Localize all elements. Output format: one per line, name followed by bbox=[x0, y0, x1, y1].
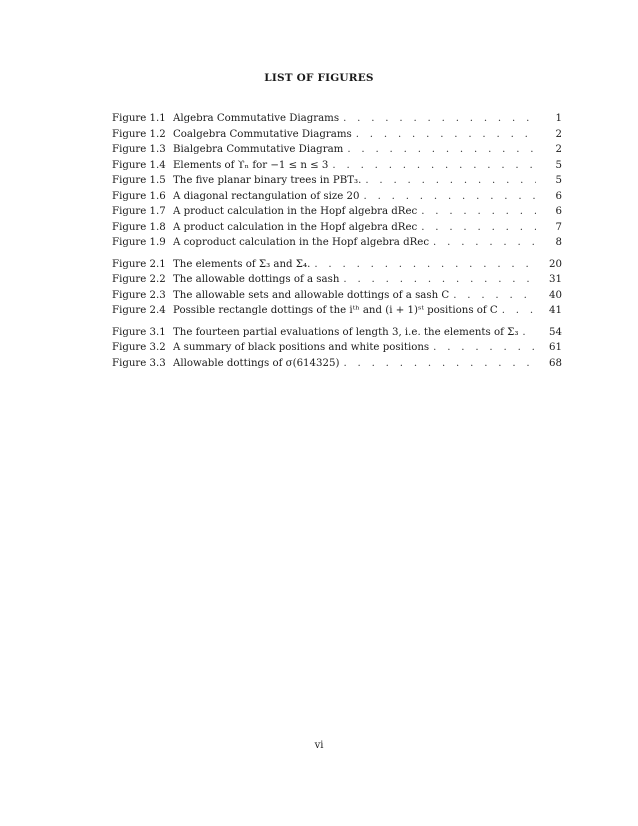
figure-caption: A product calculation in the Hopf algebra dRec bbox=[173, 221, 418, 233]
figure-entry[interactable] bbox=[112, 175, 562, 191]
figure-number: Figure 1.1 bbox=[112, 113, 166, 124]
figure-number: Figure 2.1 bbox=[112, 258, 166, 270]
dot-leader bbox=[365, 175, 536, 186]
figure-caption: Possible rectangle dottings of the iᵗʰ and (i + 1)ˢᵗ positions of C bbox=[173, 305, 498, 316]
figure-entry[interactable] bbox=[112, 222, 562, 238]
figure-caption: A diagonal rectangulation of size 20 bbox=[173, 190, 360, 202]
dot-leader bbox=[364, 191, 537, 202]
figure-number: Figure 2.4 bbox=[112, 305, 166, 316]
figure-page: 6 bbox=[555, 206, 562, 217]
figure-entry[interactable] bbox=[112, 206, 562, 222]
figure-caption: The allowable sets and allowable dottings of a sash C bbox=[173, 289, 450, 301]
page-title: LIST OF FIGURES bbox=[264, 72, 374, 84]
figure-caption: The elements of Σ₃ and Σ₄. bbox=[173, 258, 311, 270]
figure-entry[interactable] bbox=[112, 290, 562, 306]
figure-group-chapter-3 bbox=[112, 327, 562, 374]
dot-leader bbox=[433, 237, 536, 248]
figure-page: 1 bbox=[555, 113, 562, 124]
figure-caption: Bialgebra Commutative Diagram bbox=[173, 144, 344, 155]
figure-number: Figure 2.2 bbox=[112, 274, 166, 285]
figure-entry[interactable] bbox=[112, 191, 562, 207]
dot-leader bbox=[343, 358, 536, 369]
figure-page: 7 bbox=[555, 221, 562, 233]
figure-page: 31 bbox=[549, 274, 562, 285]
figure-caption: Algebra Commutative Diagrams bbox=[173, 113, 340, 124]
figure-page: 5 bbox=[555, 159, 562, 171]
dot-leader bbox=[332, 160, 536, 171]
list-of-figures bbox=[112, 113, 562, 379]
figure-page: 20 bbox=[549, 258, 562, 270]
figure-group-chapter-2 bbox=[112, 259, 562, 321]
figure-entry[interactable] bbox=[112, 259, 562, 275]
figure-page: 6 bbox=[555, 190, 562, 202]
dot-leader bbox=[502, 305, 536, 316]
figure-number: Figure 1.6 bbox=[112, 190, 166, 202]
dot-leader bbox=[433, 342, 536, 353]
figure-entry[interactable] bbox=[112, 160, 562, 176]
dot-leader bbox=[343, 113, 536, 124]
figure-number: Figure 1.3 bbox=[112, 144, 166, 155]
figure-caption: The fourteen partial evaluations of length 3, i.e. the elements of Σ₃ bbox=[173, 326, 519, 338]
figure-entry[interactable] bbox=[112, 113, 562, 129]
figure-page: 5 bbox=[555, 175, 562, 186]
figure-number: Figure 3.3 bbox=[112, 357, 166, 369]
dot-leader bbox=[343, 274, 536, 285]
figure-page: 61 bbox=[549, 342, 562, 353]
figure-caption: Allowable dottings of σ(614325) bbox=[173, 357, 340, 369]
dot-leader bbox=[314, 259, 536, 270]
figure-caption: A summary of black positions and white positions bbox=[173, 342, 430, 353]
figure-page: 41 bbox=[549, 305, 562, 316]
figure-entry[interactable] bbox=[112, 342, 562, 358]
figure-group-chapter-1 bbox=[112, 113, 562, 253]
dot-leader bbox=[421, 206, 536, 217]
figure-number: Figure 1.5 bbox=[112, 175, 166, 186]
figure-caption: The allowable dottings of a sash bbox=[173, 274, 340, 285]
figure-page: 40 bbox=[549, 289, 562, 301]
dot-leader bbox=[347, 144, 536, 155]
figure-number: Figure 1.8 bbox=[112, 221, 166, 233]
dot-leader bbox=[522, 327, 536, 338]
figure-page: 2 bbox=[555, 128, 562, 140]
figure-caption: Elements of ϒₙ for −1 ≤ n ≤ 3 bbox=[173, 159, 329, 171]
figure-number: Figure 2.3 bbox=[112, 289, 166, 301]
figure-number: Figure 1.2 bbox=[112, 128, 166, 140]
figure-entry[interactable] bbox=[112, 305, 562, 321]
figure-number: Figure 3.2 bbox=[112, 342, 166, 353]
dot-leader bbox=[421, 222, 536, 233]
figure-page: 2 bbox=[555, 144, 562, 155]
figure-number: Figure 1.4 bbox=[112, 159, 166, 171]
figure-entry[interactable] bbox=[112, 237, 562, 253]
figure-caption: Coalgebra Commutative Diagrams bbox=[173, 128, 352, 140]
figure-caption: A product calculation in the Hopf algebra dRec bbox=[173, 206, 418, 217]
figure-page: 8 bbox=[555, 237, 562, 248]
figure-caption: A coproduct calculation in the Hopf algebra dRec bbox=[173, 237, 430, 248]
figure-entry[interactable] bbox=[112, 144, 562, 160]
dot-leader bbox=[453, 290, 536, 301]
figure-entry[interactable] bbox=[112, 358, 562, 374]
figure-entry[interactable] bbox=[112, 327, 562, 343]
figure-page: 68 bbox=[549, 357, 562, 369]
dot-leader bbox=[356, 129, 536, 140]
figure-number: Figure 3.1 bbox=[112, 326, 166, 338]
figure-entry[interactable] bbox=[112, 129, 562, 145]
figure-number: Figure 1.7 bbox=[112, 206, 166, 217]
page-number: vi bbox=[314, 740, 324, 751]
figure-number: Figure 1.9 bbox=[112, 237, 166, 248]
figure-page: 54 bbox=[549, 326, 562, 338]
figure-caption: The five planar binary trees in PBT₃. bbox=[173, 175, 362, 186]
figure-entry[interactable] bbox=[112, 274, 562, 290]
